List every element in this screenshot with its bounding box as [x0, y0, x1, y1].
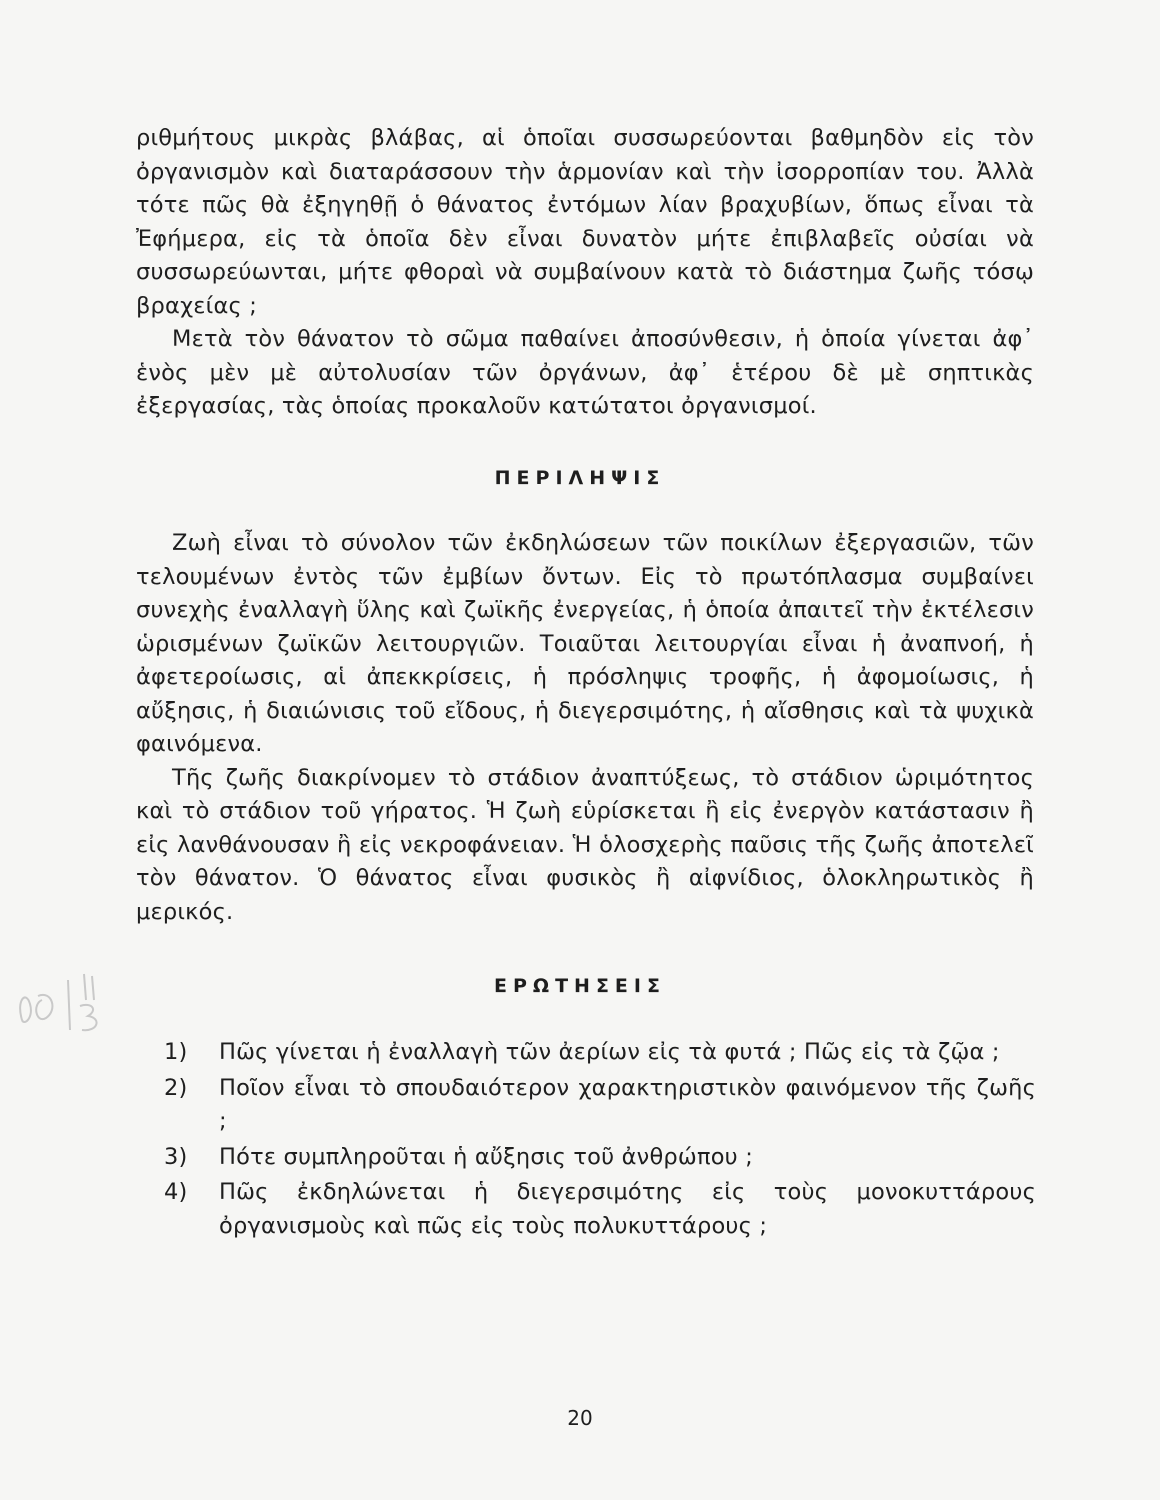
question-item	[164, 1141, 1036, 1175]
handwritten-margin-note-icon	[8, 960, 118, 1050]
question-number: 2)	[164, 1074, 188, 1101]
summary-paragraph-1: Ζωὴ εἶναι τὸ σύνολον τῶν ἐκδηλώσεων τῶν ποικίλων ἐξεργασιῶν, τῶν τελουμένων ἐντὸς τῶν ἐμβίων ὄντων. Εἰς τὸ πρωτόπλασμα συμβαίνει συνεχὴς ἐναλλαγὴ ὕλης καὶ ζωϊκῆς ἐνεργείας, ἡ ὁποία ἀπαιτεῖ τὴν ἐκτέλεσιν ὡρισμένων ζωϊκῶν λειτουργιῶν. Τοιαῦται λειτουργίαι εἶναι ἡ ἀναπνοή, ἡ ἀφετεροίωσις, αἱ ἀπεκκρίσεις, ἡ πρόσληψις τροφῆς, ἡ ἀφομοίωσις, ἡ αὔξησις, ἡ διαιώνισις τοῦ εἴδους, ἡ διεγερσιμότης, ἡ αἴσθησις καὶ τὰ ψυχικὰ φαινόμενα.	[136, 530, 1034, 757]
question-text: Πότε συμπληροῦται ἡ αὔξησις τοῦ ἀνθρώπου ;	[219, 1143, 754, 1170]
question-text: Ποῖον εἶναι τὸ σπουδαιότερον χαρακτηριστικὸν φαινόμενον τῆς ζωῆς ;	[219, 1074, 1036, 1134]
questions-list	[164, 1036, 1036, 1245]
page-number: 20	[567, 1406, 593, 1430]
summary-text	[136, 527, 1034, 929]
paragraph-decomposition: Μετὰ τὸν θάνατον τὸ σῶμα παθαίνει ἀποσύνθεσιν, ἡ ὁποία γίνεται ἀφ᾽ ἑνὸς μὲν μὲ αὐτολυσίαν τῶν ὀργάνων, ἀφ᾽ ἑτέρου δὲ μὲ σηπτικὰς ἐξεργασίας, τὰς ὁποίας προκαλοῦν κατώτατοι ὀργανισμοί.	[136, 326, 1034, 419]
question-number: 4)	[164, 1179, 188, 1205]
questions-heading: ΕΡΩΤΗΣΕΙΣ	[494, 975, 666, 997]
question-number: 1)	[164, 1039, 188, 1065]
paragraph-continuation: ριθμήτους μικρὰς βλάβας, αἱ ὁποῖαι συσσωρεύονται βαθμηδὸν εἰς τὸν ὀργανισμὸν καὶ διαταράσσουν τὴν ἁρμονίαν καὶ τὴν ἰσορροπίαν του. Ἀλλὰ τότε πῶς θὰ ἐξηγηθῇ ὁ θάνατος ἐντόμων λίαν βραχυβίων, ὅπως εἶναι τὰ Ἐφήμερα, εἰς τὰ ὁποῖα δὲν εἶναι δυνατὸν μήτε ἐπιβλαβεῖς οὐσίαι νὰ συσσωρεύωνται, μήτε φθοραὶ νὰ συμβαίνουν κατὰ τὸ διάστημα ζωῆς τόσῳ βραχείας ;	[136, 125, 1034, 319]
question-text: Πῶς γίνεται ἡ ἐναλλαγὴ τῶν ἀερίων εἰς τὰ φυτά ; Πῶς εἰς τὰ ζῷα ;	[219, 1039, 1000, 1065]
question-text: Πῶς ἐκδηλώνεται ἡ διεγερσιμότης εἰς τοὺς μονοκυττάρους ὀργανισμοὺς καὶ πῶς εἰς τοὺς πολυκυττάρους ;	[219, 1179, 1036, 1239]
summary-heading: ΠΕΡΙΛΗΨΙΣ	[494, 467, 666, 489]
body-text	[136, 122, 1034, 424]
question-item	[164, 1072, 1036, 1139]
question-item	[164, 1036, 1036, 1070]
summary-paragraph-2: Τῆς ζωῆς διακρίνομεν τὸ στάδιον ἀναπτύξεως, τὸ στάδιον ὡριμότητος καὶ τὸ στάδιον τοῦ γήρατος. Ἡ ζωὴ εὑρίσκεται ἢ εἰς ἐνεργὸν κατάστασιν ἢ εἰς λανθάνουσαν ἢ εἰς νεκροφάνειαν. Ἡ ὁλοσχερὴς παῦσις τῆς ζωῆς ἀποτελεῖ τὸν θάνατον. Ὁ θάνατος εἶναι φυσικὸς ἢ αἰφνίδιος, ὁλοκληρωτικὸς ἢ μερικός.	[136, 764, 1034, 925]
question-item	[164, 1176, 1036, 1243]
question-number: 3)	[164, 1143, 188, 1170]
